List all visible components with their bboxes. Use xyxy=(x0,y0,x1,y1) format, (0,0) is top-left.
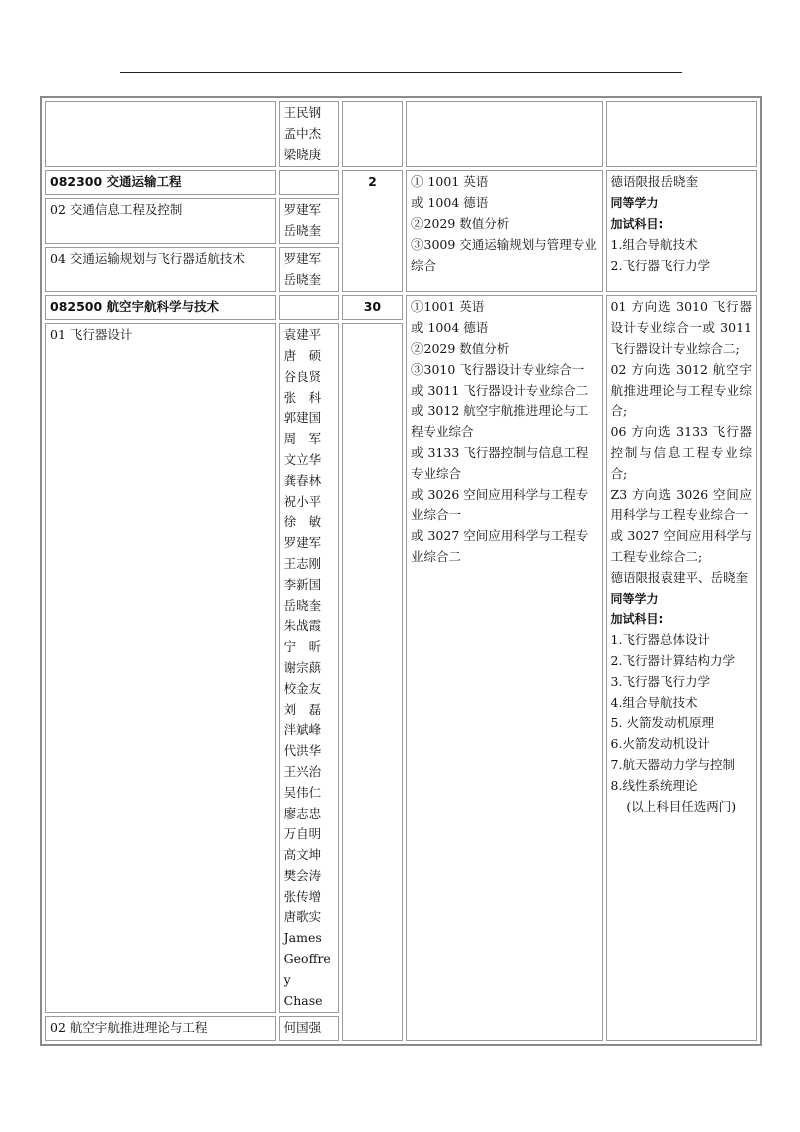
note-bold: 加试科目: xyxy=(610,216,664,231)
advisor-name: 谷良贤 xyxy=(283,368,322,384)
advisor-name: 高文坤 xyxy=(283,847,322,863)
note-line: 德语限报袁建平、岳晓奎 xyxy=(610,569,749,585)
direction-name: 01 飞行器设计 xyxy=(45,323,276,1013)
note-footer: (以上科目任选两门) xyxy=(626,798,737,814)
note-line: 1.飞行器总体设计 xyxy=(610,632,710,648)
advisor-name: 李新国 xyxy=(283,576,322,592)
advisor-name: 文立华 xyxy=(283,451,322,467)
exam-line: ① 1001 英语 xyxy=(411,174,489,190)
note-line: 4.组合导航技术 xyxy=(610,694,698,710)
advisor-name: 朱战霞 xyxy=(283,618,322,634)
notes-cell xyxy=(606,295,757,1041)
advisor-name: 樊会涛 xyxy=(283,867,322,883)
advisor-name: 岳晓奎 xyxy=(283,222,322,238)
advisor-name: 万自明 xyxy=(283,826,322,842)
major-header: 082500 航空宇航科学与技术 xyxy=(45,295,276,320)
advisor-name: 泮斌峰 xyxy=(283,722,322,738)
advisor-name: 梁晓庚 xyxy=(283,146,322,162)
advisor-name: 岳晓奎 xyxy=(283,597,322,613)
note-line: 02 方向选 3012 航空宇航推进理论与工程专业综合; xyxy=(610,361,752,419)
advisor-name: 廖志忠 xyxy=(283,805,322,821)
advisor-name: 罗建军 xyxy=(283,250,322,266)
advisor-name: 王志刚 xyxy=(283,555,322,571)
table-row xyxy=(45,170,757,195)
advisor-name: 唐歌实 xyxy=(283,909,322,925)
note-bold: 加试科目: xyxy=(610,612,664,627)
count-cell xyxy=(342,323,403,1041)
advisor-name: James xyxy=(283,930,322,946)
enrollment-count: 30 xyxy=(342,295,403,320)
exam-line: ①1001 英语 xyxy=(411,299,485,315)
note-line: 1.组合导航技术 xyxy=(610,236,698,252)
advisor-name: 刘 磊 xyxy=(283,701,322,717)
note-line: 6.火箭发动机设计 xyxy=(610,736,710,752)
direction-name: 02 航空宇航推进理论与工程 xyxy=(45,1016,276,1041)
exam-line: 或 3027 空间应用科学与工程专业综合二 xyxy=(411,528,589,564)
count-cell xyxy=(342,101,403,167)
exam-line: 或 1004 德语 xyxy=(411,195,489,211)
note-line: 01 方向选 3010 飞行器设计专业综合一或 3011 飞行器设计专业综合二; xyxy=(610,299,752,356)
exam-line: 或 3026 空间应用科学与工程专业综合一 xyxy=(411,486,589,523)
advisor-name: 代洪华 xyxy=(283,743,322,759)
exam-line: ②2029 数值分析 xyxy=(411,340,510,356)
advisor-cell xyxy=(279,101,339,167)
advisor-name: 吴伟仁 xyxy=(283,784,322,800)
advisor-name: 唐 硕 xyxy=(283,347,322,363)
advisor-cell xyxy=(279,323,339,1013)
advisor-cell xyxy=(279,1016,339,1041)
advisor-name: 袁建平 xyxy=(283,327,322,343)
advisor-cell xyxy=(279,247,339,293)
enrollment-count: 2 xyxy=(342,170,403,292)
note-line: 2.飞行器飞行力学 xyxy=(610,257,710,273)
note-bold: 同等学力 xyxy=(610,591,659,606)
advisor-cell xyxy=(279,295,339,320)
exam-cell xyxy=(406,170,603,292)
note-line: 7.航天器动力学与控制 xyxy=(610,756,735,772)
note-line: Z3 方向选 3026 空间应用科学与工程专业综合一 xyxy=(610,486,752,523)
exam-cell xyxy=(406,295,603,1041)
advisor-name: 宁 昕 xyxy=(283,639,322,655)
notes-cell xyxy=(606,170,757,292)
exam-line: 或 1004 德语 xyxy=(411,320,489,336)
direction-cell xyxy=(45,101,276,167)
note-line: 或 3027 空间应用科学与工程专业综合二; xyxy=(610,528,752,564)
header-rule xyxy=(120,72,682,73)
notes-cell xyxy=(606,101,757,167)
table-row xyxy=(45,101,757,167)
direction-name: 02 交通信息工程及控制 xyxy=(45,198,276,244)
advisor-name: Chase xyxy=(283,992,323,1008)
exam-line: ③3009 交通运输规划与管理专业综合 xyxy=(411,236,597,273)
advisor-name: 张 科 xyxy=(283,389,322,405)
note-line: 8.线性系统理论 xyxy=(610,777,698,793)
advisor-name: 郭建国 xyxy=(283,410,322,426)
note-line: 德语限报岳晓奎 xyxy=(610,174,699,190)
exam-line: ③3010 飞行器设计专业综合一 xyxy=(411,361,585,377)
advisor-cell xyxy=(279,170,339,195)
exam-line: 或 3011 飞行器设计专业综合二 xyxy=(411,382,589,398)
exam-line: 或 3012 航空宇航推进理论与工程专业综合 xyxy=(411,403,589,440)
advisor-cell xyxy=(279,198,339,244)
advisor-name: 孟中杰 xyxy=(283,125,322,141)
advisor-name: 校金友 xyxy=(283,680,322,696)
direction-name: 04 交通运输规划与飞行器适航技术 xyxy=(45,247,276,293)
note-line: 3.飞行器飞行力学 xyxy=(610,673,710,689)
exam-line: 或 3133 飞行器控制与信息工程专业综合 xyxy=(411,444,589,481)
advisor-name: 龚春林 xyxy=(283,472,322,488)
advisor-name: y xyxy=(283,971,291,987)
note-bold: 同等学力 xyxy=(610,196,659,211)
advisor-name: 祝小平 xyxy=(283,493,322,509)
note-line: 2.飞行器计算结构力学 xyxy=(610,652,735,668)
exam-line: ②2029 数值分析 xyxy=(411,215,510,231)
advisor-name: 徐 敏 xyxy=(283,514,322,530)
major-header: 082300 交通运输工程 xyxy=(45,170,276,195)
advisor-name: 王兴治 xyxy=(283,763,322,779)
exam-cell xyxy=(406,101,603,167)
advisor-name: 何国强 xyxy=(283,1020,322,1036)
advisor-name: Geoffre xyxy=(283,951,331,967)
advisor-name: 王民钢 xyxy=(283,105,322,120)
note-line: 5. 火箭发动机原理 xyxy=(610,715,714,731)
advisor-name: 周 军 xyxy=(283,431,322,447)
table-row xyxy=(45,295,757,320)
advisor-name: 谢宗蕻 xyxy=(283,659,322,675)
advisor-name: 罗建军 xyxy=(283,202,322,218)
advisor-name: 罗建军 xyxy=(283,535,322,551)
advisor-name: 岳晓奎 xyxy=(283,271,322,287)
note-line: 06 方向选 3133 飞行器控制与信息工程专业综合; xyxy=(610,424,752,481)
advisor-name: 张传增 xyxy=(283,888,322,904)
admissions-table xyxy=(40,96,762,1046)
